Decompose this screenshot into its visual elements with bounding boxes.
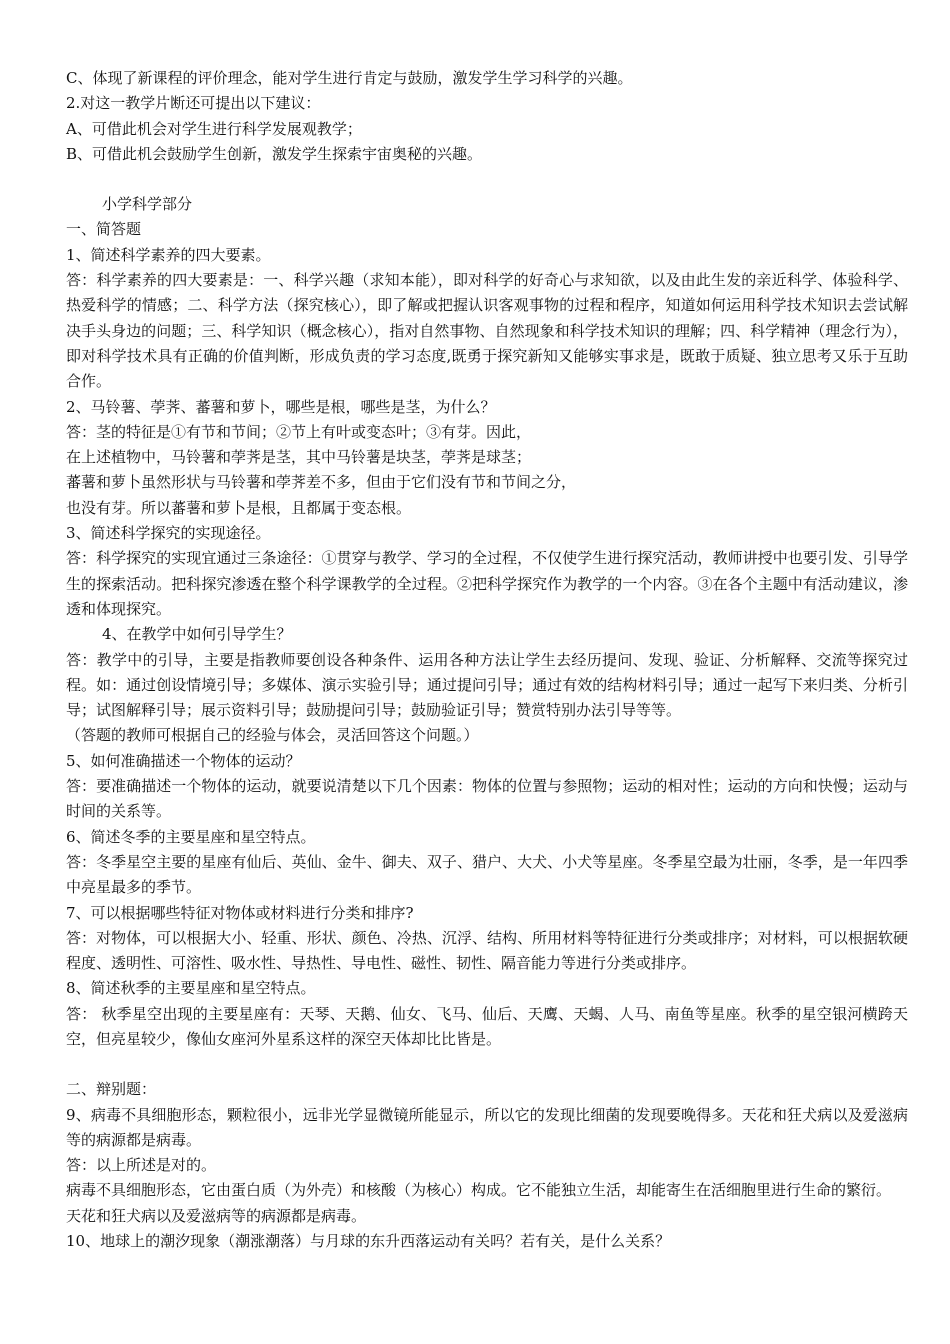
text-paragraph: （答题的教师可根据自己的经验与体会，灵活回答这个问题。） bbox=[66, 726, 479, 745]
text-paragraph: 小学科学部分 bbox=[102, 195, 193, 214]
text-paragraph: 答：以上所述是对的。 bbox=[66, 1156, 217, 1175]
text-paragraph: 天花和狂犬病以及爱滋病等的病源都是病毒。 bbox=[66, 1206, 367, 1225]
text-paragraph: A、可借此机会对学生进行科学发展观教学； bbox=[66, 119, 362, 138]
text-paragraph: 答：科学素养的四大要素是：一、科学兴趣（求知本能），即对科学的好奇心与求知欲，以及由此生发的亲近科学、体验科学、热爱科学的情感；二、科学方法（探究核心），即了解或把握认识客观事物的过程和程序，知道如何运用科学技术知识去尝试解决手头身边的问题；三、科学知识（概念核心），指对自然事物、自然现象和科学技术知识的理解；四、科学精神（理念行为），即对科学技术具有正确的价值判断，形成负责的学习态度,既勇于探究新知又能够实事求是，既敢于质疑、独立思考又乐于互助合作。 bbox=[66, 271, 908, 391]
text-paragraph: 答：要准确描述一个物体的运动，就要说清楚以下几个因素：物体的位置与参照物；运动的相对性；运动的方向和快慢；运动与时间的关系等。 bbox=[66, 777, 908, 821]
text-paragraph: C、体现了新课程的评价理念，能对学生进行肯定与鼓励，激发学生学习科学的兴趣。 bbox=[66, 69, 633, 87]
text-paragraph: 蕃薯和萝卜虽然形状与马铃薯和荸荠差不多，但由于它们没有节和节间之分， bbox=[66, 473, 577, 492]
text-paragraph: 在上述植物中，马铃薯和荸荠是茎，其中马铃薯是块茎，荸荠是球茎； bbox=[66, 448, 532, 467]
text-paragraph: 答：茎的特征是①有节和节间；②节上有叶或变态叶；③有芽。因此， bbox=[66, 422, 532, 441]
text-paragraph: 一、简答题 bbox=[66, 220, 142, 239]
text-paragraph: 3、简述科学探究的实现途径。 bbox=[66, 524, 271, 543]
text-paragraph: 10、地球上的潮汐现象（潮涨潮落）与月球的东升西落运动有关吗？若有关，是什么关系？ bbox=[66, 1232, 671, 1251]
text-paragraph: 9、病毒不具细胞形态，颗粒很小，远非光学显微镜所能显示，所以它的发现比细菌的发现要晚得多。天花和狂犬病以及爱滋病等的病源都是病毒。 bbox=[66, 1105, 908, 1149]
text-paragraph: 答：冬季星空主要的星座有仙后、英仙、金牛、御夫、双子、猎户、大犬、小犬等星座。冬季星空最为壮丽，冬季，是一年四季中亮星最多的季节。 bbox=[66, 852, 908, 897]
text-paragraph: 二、辩别题： bbox=[66, 1080, 157, 1099]
document-page bbox=[66, 66, 908, 1254]
text-paragraph: 2、马铃薯、荸荠、蕃薯和萝卜，哪些是根，哪些是茎，为什么？ bbox=[66, 397, 496, 416]
text-paragraph: 答：科学探究的实现宜通过三条途径：①贯穿与教学、学习的全过程，不仅使学生进行探究活动，教师讲授中也要引发、引导学生的探索活动。把科探究渗透在整个科学课教学的全过程。②把科学探究作为教学的一个内容。③在各个主题中有活动建议，渗透和体现探究。 bbox=[66, 549, 908, 618]
text-paragraph: 4、在教学中如何引导学生？ bbox=[102, 625, 292, 644]
text-paragraph: 答： 秋季星空出现的主要星座有：天琴、天鹅、仙女、飞马、仙后、天鹰、天蝎、人马、南鱼等星座。秋季的星空银河横跨天空，但亮星较少，像仙女座河外星系这样的深空天体却比比皆是。 bbox=[66, 1004, 908, 1048]
blank-line bbox=[66, 167, 908, 192]
text-paragraph: 2.对这一教学片断还可提出以下建议： bbox=[66, 94, 321, 113]
text-paragraph: 答：教学中的引导，主要是指教师要创设各种条件、运用各种方法让学生去经历提问、发现、验证、分析解释、交流等探究过程。如：通过创设情境引导；多媒体、演示实验引导；通过提问引导；通过有效的结构材料引导；通过一起写下来归类、分析引导；试图解释引导；展示资料引导；鼓励提问引导；鼓励验证引导；赞赏特别办法引导等等。 bbox=[66, 650, 908, 720]
text-paragraph: 7、可以根据哪些特征对物体或材料进行分类和排序? bbox=[66, 903, 414, 922]
text-paragraph: 1、简述科学素养的四大要素。 bbox=[66, 245, 271, 264]
text-paragraph: 病毒不具细胞形态，它由蛋白质（为外壳）和核酸（为核心）构成。它不能独立生活，却能寄生在活细胞里进行生命的繁衍。 bbox=[66, 1181, 892, 1200]
blank-line bbox=[66, 1052, 908, 1077]
text-paragraph: 6、简述冬季的主要星座和星空特点。 bbox=[66, 827, 316, 846]
text-paragraph: 5、如何准确描述一个物体的运动？ bbox=[66, 751, 301, 770]
text-paragraph: B、可借此机会鼓励学生创新，激发学生探索宇宙奥秘的兴趣。 bbox=[66, 144, 483, 163]
text-paragraph: 8、简述秋季的主要星座和星空特点。 bbox=[66, 979, 316, 998]
text-paragraph: 也没有芽。所以蕃薯和萝卜是根，且都属于变态根。 bbox=[66, 498, 412, 517]
text-paragraph: 答：对物体，可以根据大小、轻重、形状、颜色、冷热、沉浮、结构、所用材料等特征进行分类或排序；对材料，可以根据软硬程度、透明性、可溶性、吸水性、导热性、导电性、磁性、韧性、隔音能力等进行分类或排序。 bbox=[66, 928, 908, 973]
